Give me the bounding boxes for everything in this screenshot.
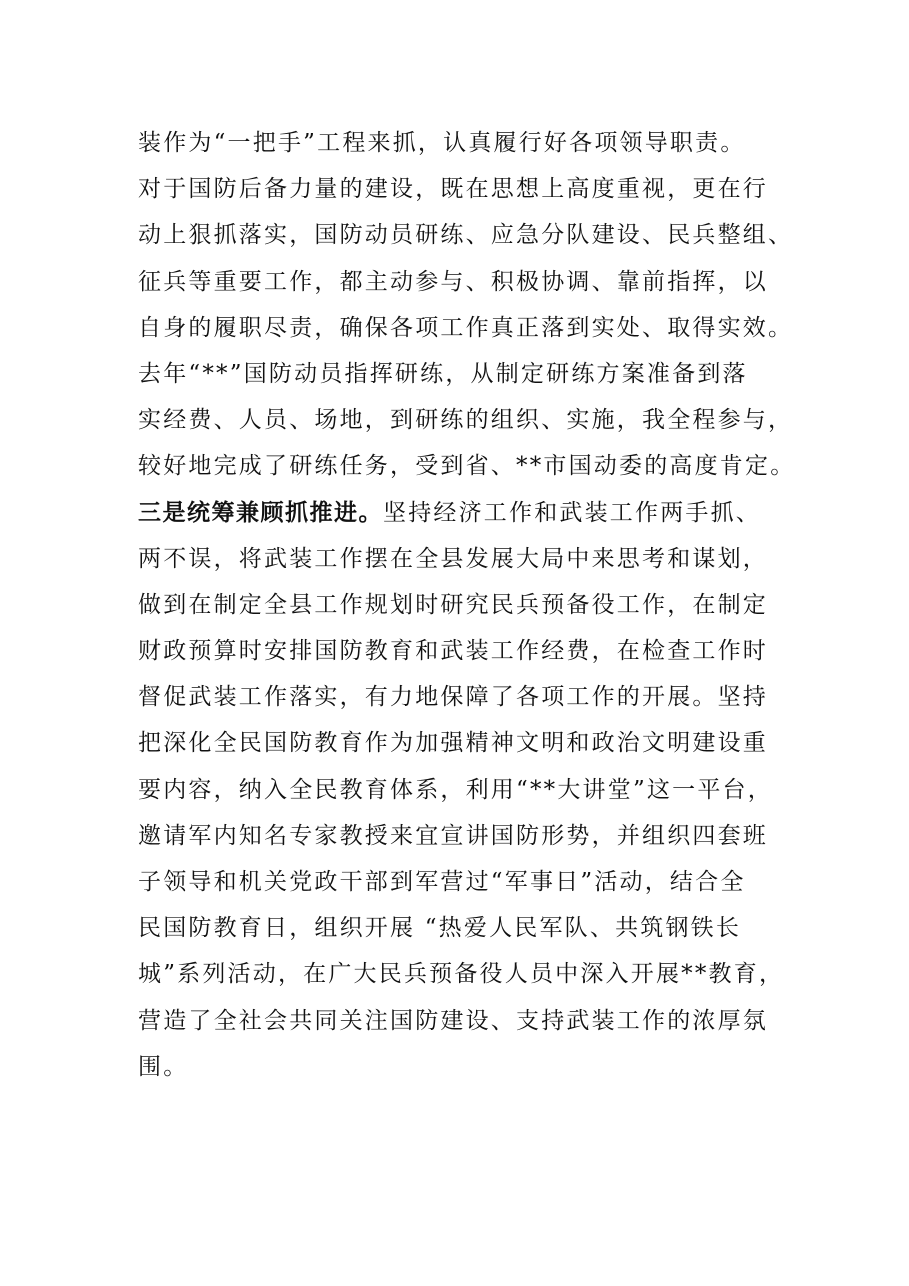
- text-line: 装作为“一把手”工程来抓，认真履行好各项领导职责。: [138, 130, 746, 156]
- text-line: 城”系列活动，在广大民兵预备役人员中深入开展**教育，: [138, 961, 785, 988]
- section-first-line: [138, 490, 778, 536]
- text-line: 自身的履职尽责，确保各项工作真正落到实处、取得实效。: [138, 314, 794, 341]
- text-line: 邀请军内知名专家教授来宜宣讲国防形势，并组织四套班: [138, 822, 768, 849]
- text-line: 围。: [138, 1053, 189, 1080]
- text-line: 民国防教育日，组织开展 “热爱人民军队、共筑钢铁长: [138, 915, 742, 942]
- section-heading-rest: 坚持经济工作和武装工作两手抓、: [383, 499, 761, 526]
- text-line: 动上狠抓落实，国防动员研练、应急分队建设、民兵整组、: [138, 222, 794, 249]
- text-line: 子领导和机关党政干部到军营过“军事日”活动，结合全: [138, 869, 746, 895]
- text-line: 营造了全社会共同关注国防建设、支持武装工作的浓厚氛: [138, 1007, 768, 1034]
- section-heading: 三是统筹兼顾抓推进。: [138, 498, 383, 526]
- text-line: 督促武装工作落实，有力地保障了各项工作的开展。坚持: [138, 684, 768, 711]
- text-line: 要内容，纳入全民教育体系，利用“**大讲堂”这一平台，: [138, 776, 773, 803]
- text-line: 较好地完成了研练任务，受到省、**市国动委的高度肯定。: [138, 453, 796, 480]
- text-line: 财政预算时安排国防教育和武装工作经费，在检查工作时: [138, 638, 768, 665]
- text-line: 对于国防后备力量的建设，既在思想上高度重视，更在行: [138, 176, 768, 203]
- body-text: [138, 120, 796, 1090]
- text-line: 去年“**”国防动员指挥研练，从制定研练方案准备到落: [138, 360, 748, 387]
- text-line: 两不误，将武装工作摆在全县发展大局中来思考和谋划，: [138, 545, 768, 572]
- text-line: 征兵等重要工作，都主动参与、积极协调、靠前指挥，以: [138, 268, 768, 295]
- text-line: 实经费、人员、场地，到研练的组织、实施，我全程参与，: [138, 407, 794, 434]
- text-line: 把深化全民国防教育作为加强精神文明和政治文明建设重: [138, 730, 768, 757]
- text-line: 做到在制定全县工作规划时研究民兵预备役工作，在制定: [138, 591, 768, 618]
